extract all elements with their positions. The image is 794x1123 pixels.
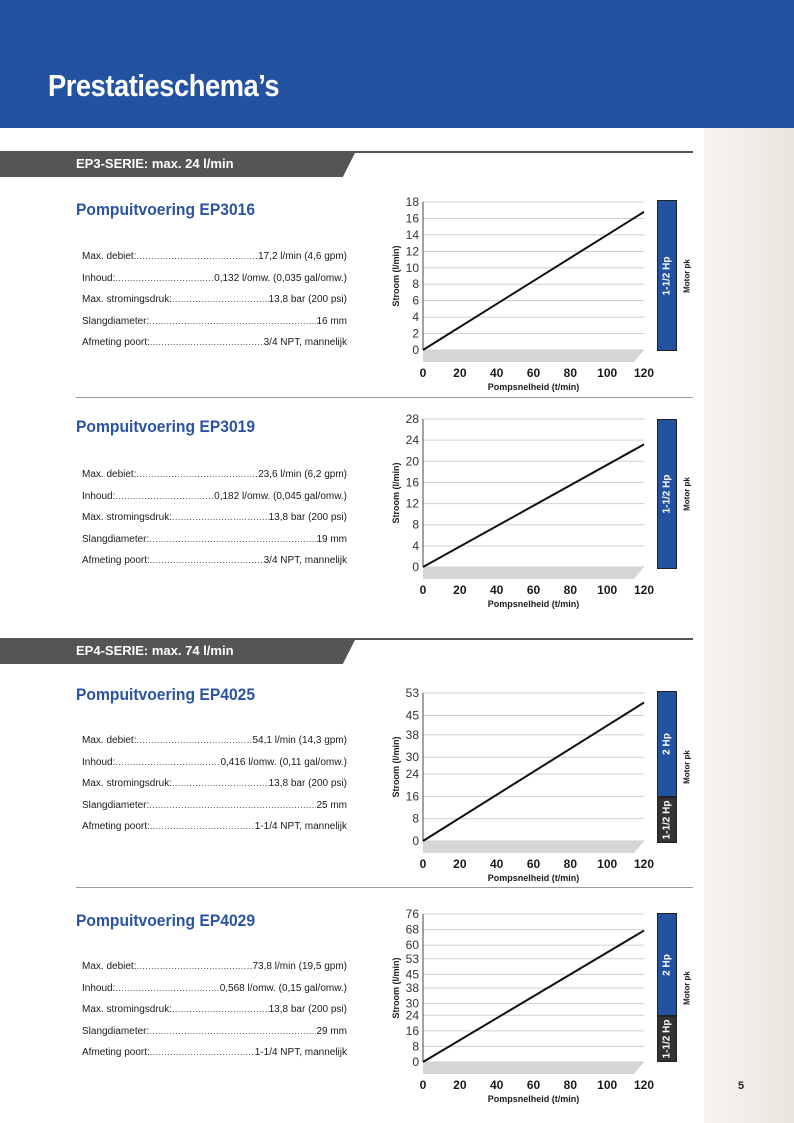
x-tick-label: 60 [526, 1078, 541, 1092]
chart-ep4029 [384, 907, 700, 1107]
x-tick-label: 40 [489, 366, 504, 380]
y-tick-label: 68 [405, 922, 419, 937]
y-tick-label: 45 [405, 708, 419, 723]
spec-row [82, 512, 347, 534]
x-tick-label: 100 [597, 583, 618, 597]
spec-value: 0,416 l/omw. (0,11 gal/omw.) [220, 756, 347, 768]
motor-label [681, 913, 693, 1062]
y-tick-label: 4 [412, 310, 419, 325]
x-tick-label: 20 [453, 1078, 467, 1092]
motor-label [681, 419, 693, 569]
x-tick-label: 100 [597, 857, 618, 871]
section-divider [76, 397, 693, 398]
spec-row [82, 337, 347, 359]
spec-label: Max. debiet: [82, 735, 137, 746]
y-tick-label: 24 [405, 766, 419, 781]
x-tick-label: 0 [419, 583, 427, 597]
spec-label: Slangdiameter: [82, 799, 150, 811]
spec-label: Afmeting poort: [82, 337, 150, 348]
x-tick-label: 80 [563, 1078, 578, 1092]
spec-leader-dots [149, 800, 316, 810]
spec-leader-dots [172, 778, 269, 788]
x-tick-label: 60 [526, 583, 541, 597]
x-axis-label: Pompsnelheid (t/min) [487, 382, 580, 392]
spec-row [82, 961, 347, 983]
pump-title-ep3016: Pompuitvoering EP3016 [76, 200, 256, 219]
spec-value: 3/4 NPT, mannelijk [263, 337, 347, 348]
y-tick-label: 14 [405, 227, 419, 242]
y-tick-label: 2 [412, 326, 419, 341]
x-axis-label: Pompsnelheid (t/min) [487, 599, 580, 609]
spec-leader-dots [150, 555, 264, 565]
y-axis-label: Stroom (l/min) [391, 462, 401, 524]
x-tick-label: 100 [597, 366, 618, 380]
y-tick-label: 16 [405, 475, 419, 490]
motor-bar-ep4029 [657, 913, 677, 1062]
chart-floor [423, 350, 644, 362]
chart-svg [384, 195, 700, 395]
spec-row [82, 469, 347, 491]
y-tick-label: 12 [405, 244, 419, 259]
chart-svg [384, 686, 700, 886]
spec-list-ep4029 [82, 961, 347, 1069]
x-tick-label: 40 [489, 1078, 504, 1092]
chart-floor [423, 1062, 644, 1074]
spec-value: 73,8 l/min (19,5 gpm) [252, 961, 347, 972]
spec-label: Inhoud: [82, 756, 116, 768]
y-tick-label: 0 [412, 343, 419, 357]
y-tick-label: 0 [412, 834, 419, 848]
spec-row [82, 778, 347, 800]
spec-label: Afmeting poort: [82, 1047, 150, 1058]
spec-row [82, 1004, 347, 1026]
spec-leader-dots [136, 251, 258, 261]
spec-leader-dots [115, 983, 219, 993]
y-tick-label: 45 [405, 967, 419, 982]
spec-label: Max. debiet: [82, 251, 137, 262]
y-tick-label: 16 [405, 211, 419, 226]
chart-svg [384, 907, 700, 1107]
motor-bar-ep3019 [657, 419, 677, 569]
spec-value: 16 mm [316, 315, 347, 327]
chart-ep4025 [384, 686, 700, 886]
x-tick-label: 20 [453, 857, 467, 871]
pump-title-ep3019: Pompuitvoering EP3019 [76, 417, 256, 436]
x-tick-label: 120 [633, 1078, 655, 1092]
y-tick-label: 38 [405, 727, 419, 742]
x-tick-label: 60 [526, 366, 541, 380]
spec-row [82, 273, 347, 295]
spec-leader-dots [150, 821, 255, 831]
spec-row [82, 1047, 347, 1069]
pump-title-ep4029: Pompuitvoering EP4029 [76, 911, 256, 930]
spec-leader-dots [172, 294, 269, 304]
spec-row [82, 534, 347, 556]
series-header-ep3 [0, 151, 693, 177]
spec-label: Max. debiet: [82, 961, 137, 972]
spec-row [82, 251, 347, 273]
spec-row [82, 316, 347, 338]
y-tick-label: 24 [405, 433, 419, 448]
spec-leader-dots [150, 337, 264, 347]
spec-value: 1-1/4 NPT, mannelijk [254, 1047, 347, 1058]
spec-leader-dots [115, 491, 214, 501]
spec-row [82, 1026, 347, 1048]
y-tick-label: 24 [405, 1008, 419, 1023]
y-axis-label: Stroom (l/min) [391, 245, 401, 307]
y-tick-label: 0 [412, 560, 419, 574]
y-axis-label: Stroom (l/min) [391, 957, 401, 1019]
spec-value: 54,1 l/min (14,3 gpm) [252, 735, 347, 746]
y-tick-label: 18 [405, 195, 419, 209]
spec-leader-dots [172, 512, 269, 522]
x-tick-label: 60 [526, 857, 541, 871]
x-tick-label: 80 [563, 366, 578, 380]
x-tick-label: 40 [489, 857, 504, 871]
spec-value: 13,8 bar (200 psi) [268, 294, 347, 305]
motor-segment-label: 1-1/2 Hp [661, 474, 673, 514]
spec-list-ep4025 [82, 735, 347, 843]
spec-label: Inhoud: [82, 982, 116, 994]
series-label: EP4-SERIE: max. 74 l/min [76, 643, 234, 658]
y-tick-label: 76 [405, 907, 419, 921]
x-tick-label: 20 [453, 366, 467, 380]
motor-segment [657, 797, 677, 843]
y-tick-label: 30 [405, 996, 419, 1011]
motor-label-text: Motor pk [682, 970, 692, 1005]
x-tick-label: 0 [419, 366, 427, 380]
y-tick-label: 12 [405, 496, 419, 511]
spec-label: Afmeting poort: [82, 821, 150, 832]
y-tick-label: 16 [405, 789, 419, 804]
chart-floor [423, 567, 644, 579]
header-band [0, 0, 794, 128]
motor-segment [657, 200, 677, 351]
x-tick-label: 0 [419, 1078, 427, 1092]
pump-title-ep4025: Pompuitvoering EP4025 [76, 685, 256, 704]
x-tick-label: 20 [453, 583, 467, 597]
spec-value: 1-1/4 NPT, mannelijk [254, 821, 347, 832]
motor-segment-label: 1-1/2 Hp [661, 256, 673, 295]
motor-label-text: Motor pk [682, 477, 692, 511]
spec-value: 13,8 bar (200 psi) [268, 778, 347, 789]
y-axis-label: Stroom (l/min) [391, 736, 401, 798]
spec-row [82, 491, 347, 513]
motor-label-text: Motor pk [682, 258, 692, 293]
y-tick-label: 53 [405, 951, 419, 966]
motor-segment-label: 2 Hp [661, 953, 673, 976]
x-tick-label: 40 [489, 583, 504, 597]
x-axis-label: Pompsnelheid (t/min) [487, 873, 580, 883]
motor-segment [657, 691, 677, 797]
spec-value: 17,2 l/min (4,6 gpm) [258, 251, 347, 262]
x-axis-label: Pompsnelheid (t/min) [487, 1094, 580, 1104]
spec-label: Slangdiameter: [82, 533, 150, 545]
y-tick-label: 6 [412, 293, 419, 308]
spec-row [82, 555, 347, 577]
spec-label: Inhoud: [82, 490, 116, 502]
y-tick-label: 30 [405, 750, 419, 765]
y-tick-label: 8 [412, 277, 419, 292]
flow-line [423, 702, 644, 841]
spec-row [82, 800, 347, 822]
y-tick-label: 8 [412, 811, 419, 826]
spec-leader-dots [136, 735, 252, 745]
motor-segment [657, 419, 677, 569]
spec-label: Max. stromingsdruk: [82, 778, 173, 789]
chart-svg [384, 412, 700, 612]
flow-line [423, 931, 644, 1062]
y-tick-label: 8 [412, 1039, 419, 1054]
spec-value: 19 mm [316, 533, 347, 545]
y-tick-label: 60 [405, 938, 419, 953]
x-tick-label: 120 [633, 583, 655, 597]
spec-value: 0,132 l/omw. (0,035 gal/omw.) [214, 272, 347, 284]
y-tick-label: 28 [405, 412, 419, 426]
page-title: Prestatieschema’s [48, 68, 280, 103]
series-header-ep4 [0, 638, 693, 664]
spec-row [82, 821, 347, 843]
spec-label: Afmeting poort: [82, 555, 150, 566]
series-label: EP3-SERIE: max. 24 l/min [76, 156, 234, 171]
flow-line [423, 212, 644, 350]
y-tick-label: 10 [405, 260, 419, 275]
chart-ep3019 [384, 412, 700, 612]
x-tick-label: 100 [597, 1078, 618, 1092]
motor-segment-label: 2 Hp [661, 733, 673, 755]
y-tick-label: 53 [405, 686, 419, 700]
chart-ep3016 [384, 195, 700, 395]
motor-bar-ep3016 [657, 200, 677, 351]
y-tick-label: 8 [412, 517, 419, 532]
spec-value: 3/4 NPT, mannelijk [263, 555, 347, 566]
motor-bar-ep4025 [657, 691, 677, 843]
spec-row [82, 983, 347, 1005]
x-tick-label: 120 [633, 857, 655, 871]
spec-label: Slangdiameter: [82, 1025, 150, 1037]
spec-list-ep3019 [82, 469, 347, 577]
y-tick-label: 0 [412, 1055, 419, 1069]
spec-value: 29 mm [316, 1025, 347, 1037]
page-number: 5 [738, 1080, 745, 1092]
spec-leader-dots [136, 961, 252, 971]
x-tick-label: 80 [563, 857, 578, 871]
spec-value: 13,8 bar (200 psi) [268, 1004, 347, 1015]
motor-label [681, 691, 693, 843]
spec-leader-dots [136, 469, 258, 479]
motor-label-text: Motor pk [682, 750, 692, 784]
spec-row [82, 735, 347, 757]
spec-label: Max. stromingsdruk: [82, 294, 173, 305]
spec-value: 13,8 bar (200 psi) [268, 512, 347, 523]
motor-segment [657, 1016, 677, 1062]
spec-leader-dots [150, 1047, 255, 1057]
spec-label: Inhoud: [82, 272, 116, 284]
spec-leader-dots [115, 757, 220, 767]
spec-label: Max. stromingsdruk: [82, 512, 173, 523]
spec-row [82, 294, 347, 316]
flow-line [423, 444, 644, 567]
spec-value: 25 mm [316, 799, 347, 811]
spec-value: 23,6 l/min (6,2 gpm) [258, 469, 347, 480]
y-tick-label: 38 [405, 981, 419, 995]
spec-label: Max. stromingsdruk: [82, 1004, 173, 1015]
y-tick-label: 20 [405, 454, 419, 469]
x-tick-label: 0 [419, 857, 427, 871]
chart-floor [423, 841, 644, 853]
motor-segment [657, 913, 677, 1016]
y-tick-label: 16 [405, 1023, 419, 1038]
motor-segment-label: 1-1/2 Hp [661, 1019, 673, 1059]
spec-label: Slangdiameter: [82, 315, 150, 327]
spec-value: 0,182 l/omw. (0,045 gal/omw.) [214, 490, 347, 502]
x-tick-label: 120 [633, 366, 655, 380]
side-strip [704, 128, 794, 1123]
spec-leader-dots [149, 316, 316, 326]
spec-label: Max. debiet: [82, 469, 137, 480]
spec-list-ep3016 [82, 251, 347, 359]
spec-leader-dots [149, 1026, 316, 1036]
spec-leader-dots [172, 1004, 269, 1014]
spec-leader-dots [149, 534, 316, 544]
spec-row [82, 757, 347, 779]
motor-label [681, 200, 693, 351]
x-tick-label: 80 [563, 583, 578, 597]
motor-segment-label: 1-1/2 Hp [661, 800, 673, 840]
y-tick-label: 4 [412, 538, 419, 553]
spec-value: 0,568 l/omw. (0,15 gal/omw.) [219, 982, 347, 994]
section-divider [76, 887, 693, 888]
spec-leader-dots [115, 273, 214, 283]
